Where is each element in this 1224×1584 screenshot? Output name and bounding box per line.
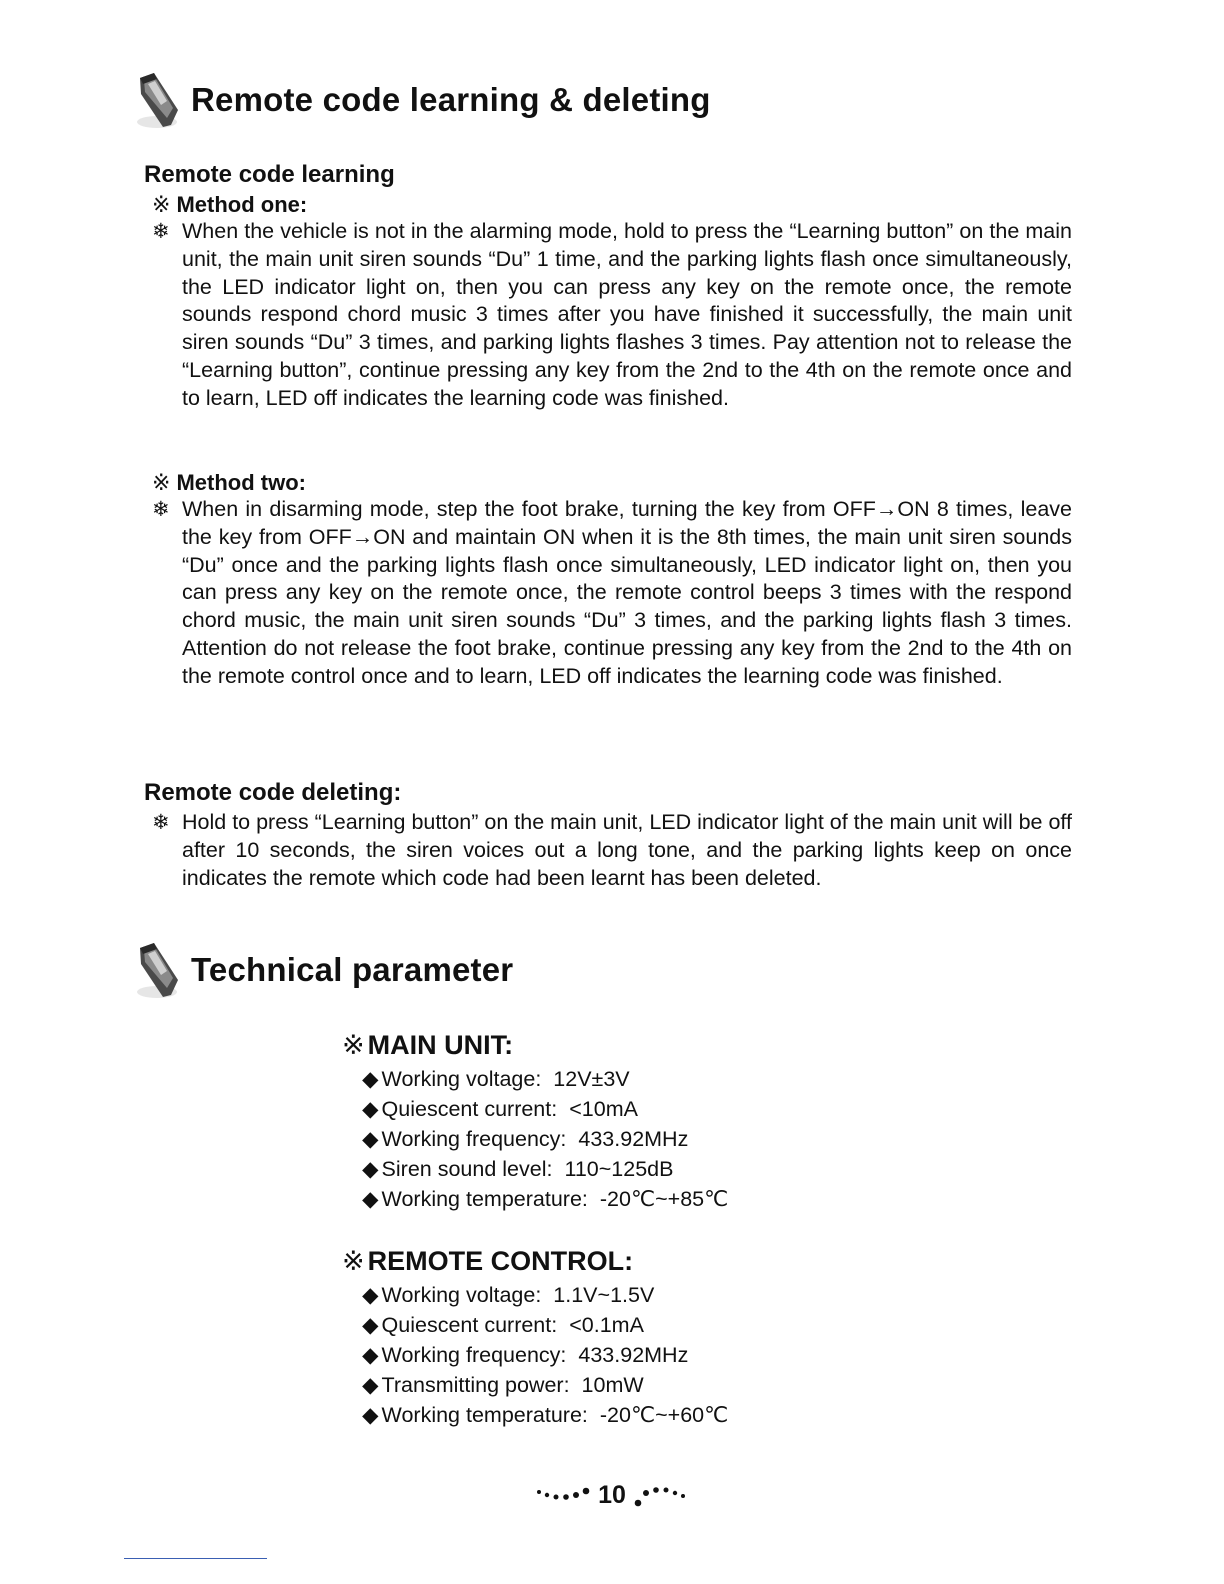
spec-item	[362, 1310, 728, 1340]
remote-control-heading	[342, 1246, 633, 1277]
remote-control-title: REMOTE CONTROL:	[367, 1246, 634, 1276]
spec-label: Working frequency	[381, 1127, 561, 1151]
spec-separator: :	[563, 1373, 570, 1397]
diamond-bullet-icon: ◆	[362, 1127, 379, 1151]
method-mark: ※	[152, 470, 171, 495]
spec-value: 433.92MHz	[578, 1343, 689, 1367]
method-mark: ※	[152, 192, 171, 217]
section-title: Technical parameter	[191, 951, 514, 988]
spec-value: 110~125dB	[564, 1157, 674, 1181]
spec-label: Quiescent current	[381, 1313, 552, 1337]
deleting-heading: Remote code deleting:	[144, 779, 402, 806]
section-heading-technical	[133, 940, 513, 1000]
method-one-text: Method one:	[176, 192, 308, 217]
remote-key-icon	[133, 940, 183, 1000]
spec-item	[362, 1340, 728, 1370]
deleting-paragraph	[152, 809, 1072, 892]
diamond-bullet-icon: ◆	[362, 1157, 379, 1181]
method-one-paragraph	[152, 218, 1072, 413]
spec-value: 433.92MHz	[578, 1127, 689, 1151]
spec-label: Working voltage	[381, 1283, 536, 1307]
snowflake-bullet-icon: ❄	[152, 498, 170, 521]
diamond-bullet-icon: ◆	[362, 1283, 379, 1307]
main-unit-heading	[342, 1030, 513, 1061]
spec-label: Quiescent current	[381, 1097, 552, 1121]
spec-item	[362, 1280, 728, 1310]
footer-rule	[124, 1558, 267, 1559]
spec-value: <10mA	[569, 1097, 638, 1121]
method-one-label	[152, 192, 307, 218]
method-one-body: When the vehicle is not in the alarming mode, hold to press the “Learning button” on the main unit, the main unit siren sounds “Du” 1 time, and the parking lights flash once simultaneously, the LED indicator light on, then you can press any key on the remote once, the remote sounds respond chord music 3 times after you have finished it successfully, the main unit siren sounds “Du” 3 times, and parking lights flashes 3 times. Pay attention not to release the “Learning button”, continue pressing any key from the 2nd to the 4th on the remote once and to learn, LED off indicates the learning code was finished.	[182, 219, 1072, 410]
spec-value: <0.1mA	[569, 1313, 644, 1337]
spec-value: 1.1V~1.5V	[553, 1283, 655, 1307]
spec-separator: :	[581, 1403, 588, 1427]
spec-label: Transmitting power	[381, 1373, 564, 1397]
snowflake-bullet-icon: ❄	[152, 811, 170, 834]
spec-value: 12V±3V	[553, 1067, 630, 1091]
spec-separator: :	[581, 1187, 588, 1211]
learning-heading: Remote code learning	[144, 161, 395, 188]
spec-separator: :	[535, 1067, 542, 1091]
snowflake-bullet-icon: ❄	[152, 220, 170, 243]
spec-value: -20℃~+85℃	[599, 1187, 729, 1211]
spec-separator: :	[560, 1343, 567, 1367]
deleting-body: Hold to press “Learning button” on the main unit, LED indicator light of the main unit will be off after 10 seconds, the siren voices out a long tone, and the parking lights keep on once indicates the remote which code had been learnt has been deleted.	[182, 810, 1072, 890]
page-number	[0, 1481, 1224, 1510]
spec-mark: ※	[342, 1030, 365, 1060]
spec-separator: :	[546, 1157, 553, 1181]
diamond-bullet-icon: ◆	[362, 1067, 379, 1091]
spec-value: -20℃~+60℃	[599, 1403, 729, 1427]
spec-item	[362, 1094, 728, 1124]
spec-label: Working frequency	[381, 1343, 561, 1367]
dots-decoration-left-icon	[534, 1483, 594, 1509]
diamond-bullet-icon: ◆	[362, 1403, 379, 1427]
spec-item	[362, 1184, 728, 1214]
main-unit-spec-list	[362, 1064, 728, 1214]
spec-item	[362, 1400, 728, 1430]
spec-label: Working temperature	[381, 1187, 582, 1211]
diamond-bullet-icon: ◆	[362, 1187, 379, 1211]
remote-key-icon	[133, 70, 183, 130]
spec-separator: :	[551, 1313, 558, 1337]
main-unit-title: MAIN UNIT:	[367, 1030, 514, 1060]
spec-separator: :	[535, 1283, 542, 1307]
spec-separator: :	[560, 1127, 567, 1151]
spec-item	[362, 1124, 728, 1154]
dots-decoration-right-icon	[630, 1483, 690, 1509]
spec-item	[362, 1370, 728, 1400]
spec-mark: ※	[342, 1246, 365, 1276]
diamond-bullet-icon: ◆	[362, 1097, 379, 1121]
spec-label: Working voltage	[381, 1067, 536, 1091]
method-two-text: Method two:	[176, 470, 306, 495]
section-title: Remote code learning & deleting	[191, 81, 711, 118]
section-heading-remote-code	[133, 70, 711, 130]
diamond-bullet-icon: ◆	[362, 1343, 379, 1367]
spec-label: Working temperature	[381, 1403, 582, 1427]
diamond-bullet-icon: ◆	[362, 1313, 379, 1337]
spec-item	[362, 1064, 728, 1094]
spec-label: Siren sound level	[381, 1157, 547, 1181]
method-two-body: When in disarming mode, step the foot brake, turning the key from OFF→ON 8 times, leave the key from OFF→ON and maintain ON when it is the 8th times, the main unit siren sounds “Du” once and the parking lights flash once simultaneously, LED indicator light on, then you can press any key on the remote once, the remote control beeps 3 times with the respond chord music, the main unit siren sounds “Du” 3 times, and the parking lights flash 3 times. Attention do not release the foot brake, continue pressing any key from the 2nd to the 4th on the remote control once and to learn, LED off indicates the learning code was finished.	[182, 497, 1072, 688]
method-two-label	[152, 470, 306, 496]
spec-value: 10mW	[581, 1373, 644, 1397]
remote-control-spec-list	[362, 1280, 728, 1430]
spec-separator: :	[551, 1097, 558, 1121]
method-two-paragraph	[152, 496, 1072, 691]
spec-item	[362, 1154, 728, 1184]
diamond-bullet-icon: ◆	[362, 1373, 379, 1397]
page-number-value: 10	[598, 1481, 626, 1509]
